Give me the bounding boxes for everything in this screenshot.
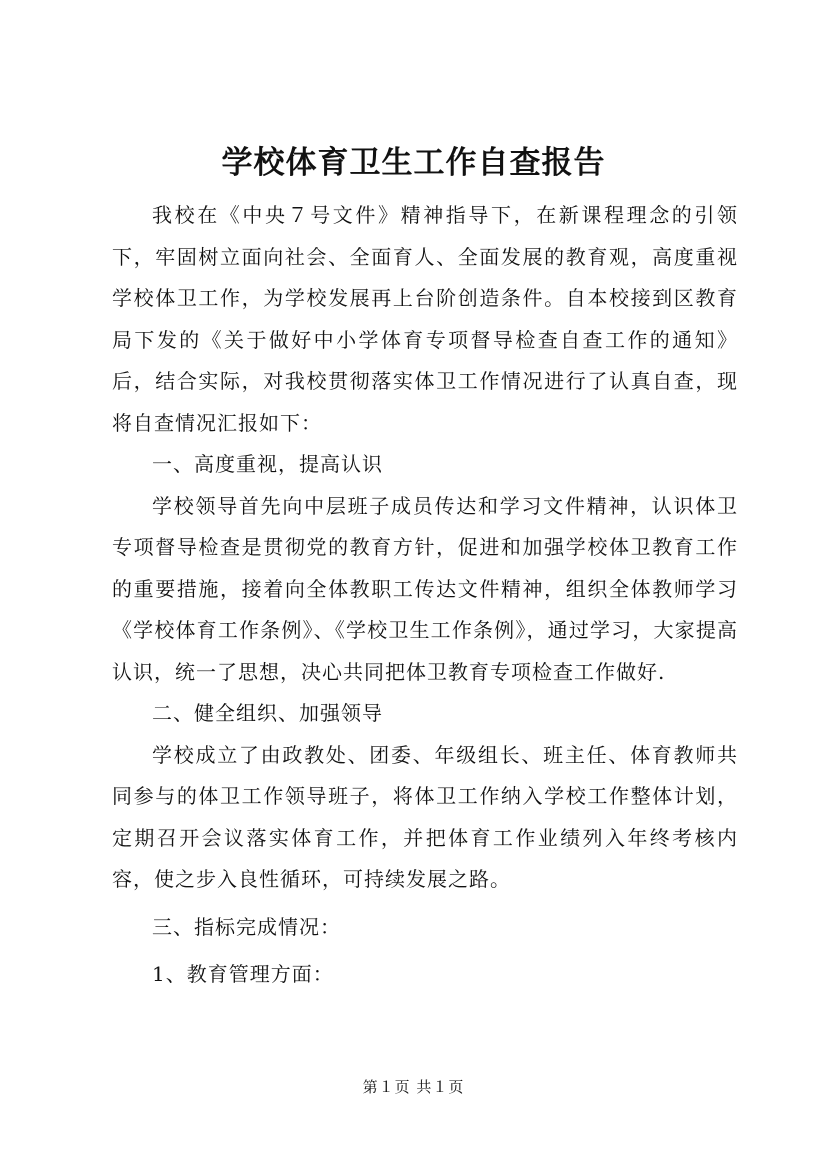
subsection-1-heading: 1、教育管理方面： [152, 962, 334, 986]
section-3-heading: 三、指标完成情况： [152, 914, 341, 939]
section-2-heading: 二、健全组织、加强领导 [152, 701, 383, 725]
section-1-paragraph: 学校领导首先向中层班子成员传达和学习文件精神，认识体卫专项督导检查是贯彻党的教育方针，促进和加强学校体卫教育工作的重要措施，接着向全体教职工传达文件精神，组织全体教师学习《学校体育工作条例》、《学校卫生工作条例》，通过学习，大家提高认识，统一了思想，决心共同把体卫教育专项检查工作做好. [112, 493, 738, 684]
document-title: 学校体育卫生工作自查报告 [221, 145, 606, 181]
document-body [112, 195, 738, 996]
section-2-paragraph: 学校成立了由政教处、团委、年级组长、班主任、体育教师共同参与的体卫工作领导班子，将体卫工作纳入学校工作整体计划，定期召开会议落实体育工作，并把体育工作业绩列入年终考核内容，使之步入良性循环，可持续发展之路。 [112, 742, 738, 891]
page-footer: 第１页 共１页 [362, 1078, 465, 1096]
section-1-heading: 一、高度重视，提高认识 [152, 452, 383, 476]
intro-paragraph: 我校在《中央７号文件》精神指导下，在新课程理念的引领下，牢固树立面向社会、全面育人、全面发展的教育观，高度重视学校体卫工作，为学校发展再上台阶创造条件。自本校接到区教育局下发的《关于做好中小学体育专项督导检查自查工作的通知》后，结合实际，对我校贯彻落实体卫工作情况进行了认真自查，现将自查情况汇报如下： [112, 203, 738, 435]
